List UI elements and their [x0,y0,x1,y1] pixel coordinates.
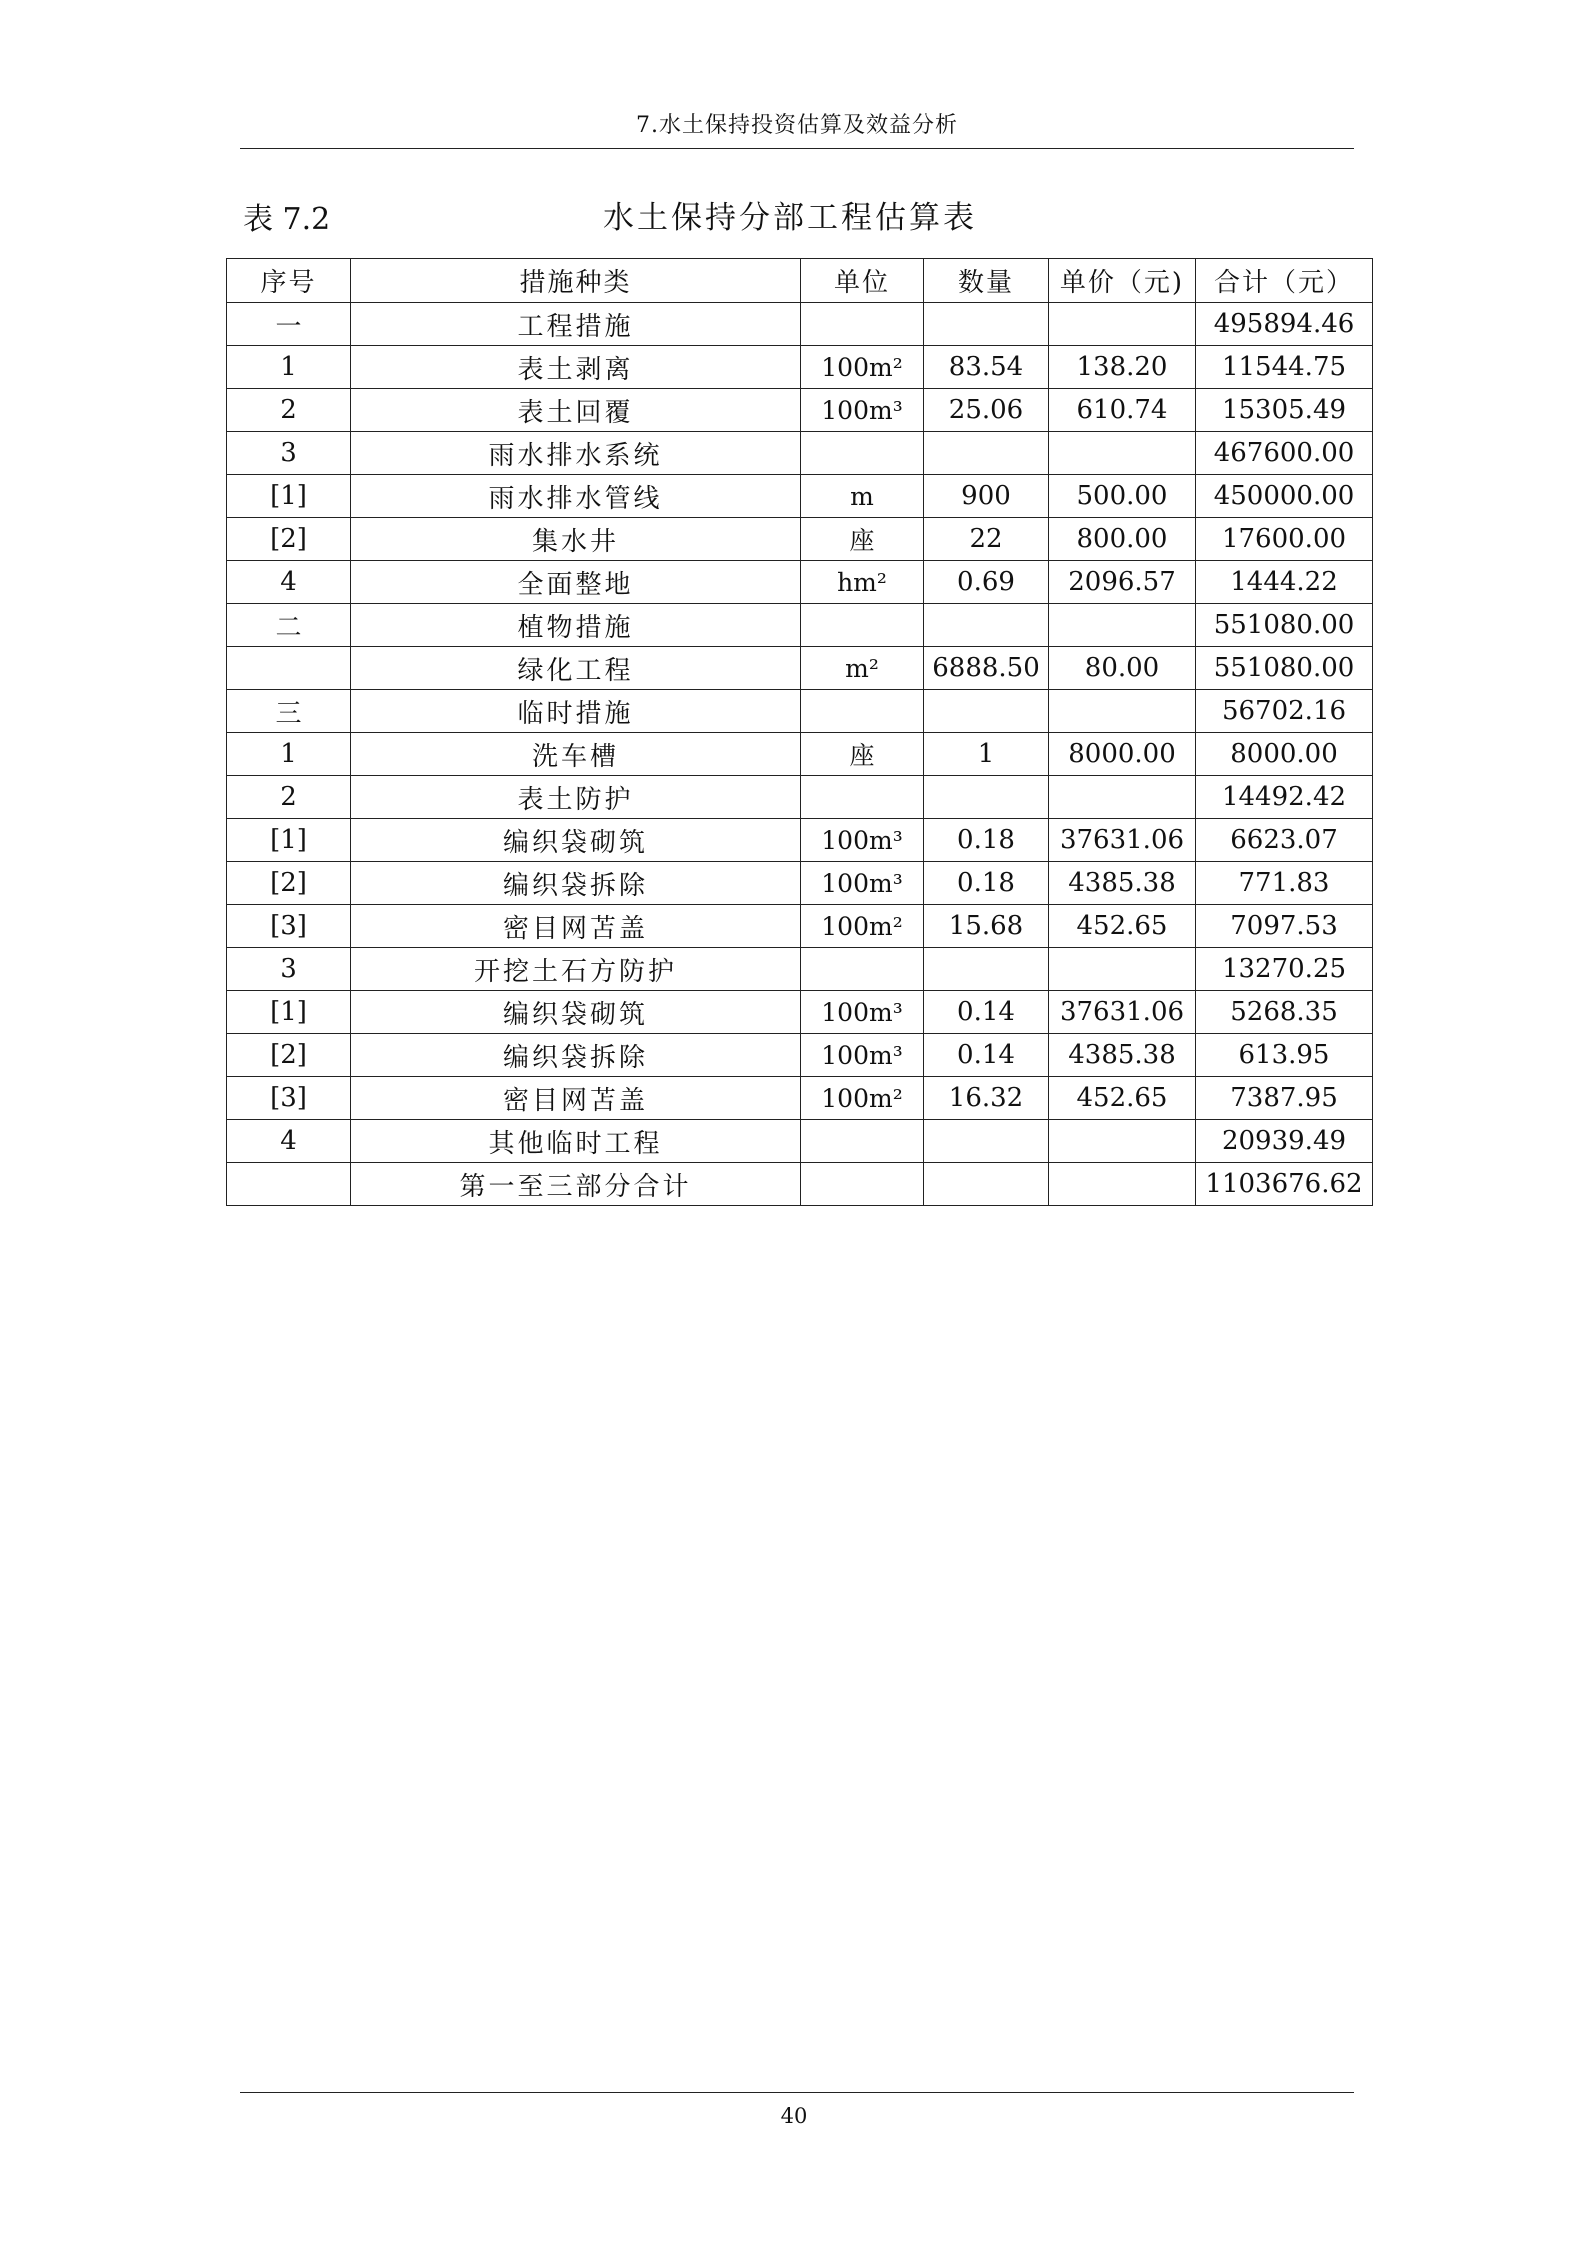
cell-seq [227,647,351,690]
cell-total: 7097.53 [1196,905,1373,948]
cell-unit: 100m² [801,905,924,948]
column-header-quantity: 数量 [924,259,1049,303]
cell-quantity: 1 [924,733,1049,776]
cell-measure: 表土剥离 [351,346,801,389]
cell-quantity: 0.18 [924,819,1049,862]
cell-unit: 100m² [801,346,924,389]
header-divider [240,148,1354,149]
cell-total: 14492.42 [1196,776,1373,819]
cell-unit-price: 37631.06 [1049,819,1196,862]
cell-unit [801,690,924,733]
cell-quantity: 900 [924,475,1049,518]
cell-total: 467600.00 [1196,432,1373,475]
table-row [227,1034,1373,1077]
cell-quantity [924,690,1049,733]
cell-unit-price [1049,948,1196,991]
cell-quantity: 25.06 [924,389,1049,432]
cell-unit: 100m³ [801,862,924,905]
page-number: 40 [780,2104,808,2128]
cell-measure: 临时措施 [351,690,801,733]
cell-seq: 二 [227,604,351,647]
table-row [227,346,1373,389]
cell-unit-price: 452.65 [1049,905,1196,948]
table-row [227,862,1373,905]
column-header-measure: 措施种类 [351,259,801,303]
cell-quantity [924,948,1049,991]
column-header-unit-price: 单价（元) [1049,259,1196,303]
cell-total: 1103676.62 [1196,1163,1373,1206]
table-label: 表 7.2 [243,202,331,237]
cell-seq: 三 [227,690,351,733]
table-header-row [227,259,1373,303]
cell-total: 56702.16 [1196,690,1373,733]
cell-measure: 编织袋砌筑 [351,991,801,1034]
table-title: 水土保持分部工程估算表 [603,200,977,236]
cell-quantity: 0.14 [924,991,1049,1034]
cell-quantity: 16.32 [924,1077,1049,1120]
cell-unit-price: 452.65 [1049,1077,1196,1120]
cell-quantity: 15.68 [924,905,1049,948]
table-row [227,905,1373,948]
cell-unit-price: 2096.57 [1049,561,1196,604]
table-row [227,1077,1373,1120]
cell-quantity: 0.14 [924,1034,1049,1077]
cell-seq: [1] [227,475,351,518]
cell-measure: 植物措施 [351,604,801,647]
cell-quantity: 22 [924,518,1049,561]
cell-seq: 4 [227,561,351,604]
cell-unit-price [1049,1120,1196,1163]
cell-unit: m [801,475,924,518]
cell-seq: 2 [227,389,351,432]
table-row [227,389,1373,432]
cell-quantity [924,604,1049,647]
table-row [227,776,1373,819]
cell-unit: 座 [801,733,924,776]
cell-measure: 集水井 [351,518,801,561]
cell-unit [801,303,924,346]
cell-unit-price: 610.74 [1049,389,1196,432]
cell-quantity [924,303,1049,346]
cell-total: 17600.00 [1196,518,1373,561]
column-header-seq: 序号 [227,259,351,303]
cell-measure: 表土回覆 [351,389,801,432]
cell-unit: 100m³ [801,1034,924,1077]
cell-unit: 座 [801,518,924,561]
table-row [227,991,1373,1034]
cell-unit: hm² [801,561,924,604]
cell-quantity: 0.69 [924,561,1049,604]
cell-quantity: 6888.50 [924,647,1049,690]
cell-unit: 100m³ [801,389,924,432]
cell-seq: [1] [227,819,351,862]
cell-measure: 密目网苫盖 [351,1077,801,1120]
cell-measure: 绿化工程 [351,647,801,690]
cell-unit [801,1163,924,1206]
cell-total: 771.83 [1196,862,1373,905]
cell-unit-price [1049,776,1196,819]
cell-quantity [924,1120,1049,1163]
table-row [227,647,1373,690]
cell-quantity: 0.18 [924,862,1049,905]
cell-total: 13270.25 [1196,948,1373,991]
cell-unit-price: 500.00 [1049,475,1196,518]
table-row [227,561,1373,604]
cell-seq: 3 [227,948,351,991]
table-row [227,604,1373,647]
cell-unit [801,432,924,475]
cell-seq: 1 [227,346,351,389]
cell-quantity [924,776,1049,819]
cell-total: 7387.95 [1196,1077,1373,1120]
cell-seq: [2] [227,862,351,905]
cell-unit-price: 800.00 [1049,518,1196,561]
cell-unit: 100m² [801,1077,924,1120]
cell-seq: 4 [227,1120,351,1163]
cell-total: 6623.07 [1196,819,1373,862]
table-row [227,1163,1373,1206]
cell-measure: 编织袋砌筑 [351,819,801,862]
cell-unit: 100m³ [801,991,924,1034]
table-row [227,819,1373,862]
cell-unit-price [1049,432,1196,475]
cell-unit-price: 8000.00 [1049,733,1196,776]
column-header-unit: 单位 [801,259,924,303]
cell-seq: [3] [227,905,351,948]
cell-measure: 表土防护 [351,776,801,819]
cell-seq: 3 [227,432,351,475]
cell-unit: 100m³ [801,819,924,862]
cell-seq [227,1163,351,1206]
table-row [227,690,1373,733]
cell-total: 8000.00 [1196,733,1373,776]
cell-seq: [3] [227,1077,351,1120]
cell-unit-price: 4385.38 [1049,862,1196,905]
cell-unit-price [1049,604,1196,647]
cell-unit [801,948,924,991]
cell-unit [801,1120,924,1163]
cell-quantity [924,432,1049,475]
cell-seq: 2 [227,776,351,819]
cell-unit: m² [801,647,924,690]
cell-measure: 全面整地 [351,561,801,604]
cell-measure: 洗车槽 [351,733,801,776]
table-row [227,475,1373,518]
cell-unit-price [1049,303,1196,346]
cell-total: 11544.75 [1196,346,1373,389]
table-body [227,303,1373,1206]
cell-unit [801,776,924,819]
cell-measure: 雨水排水系统 [351,432,801,475]
cell-measure: 工程措施 [351,303,801,346]
cell-measure: 开挖土石方防护 [351,948,801,991]
column-header-total: 合计（元） [1196,259,1373,303]
cell-total: 450000.00 [1196,475,1373,518]
cell-total: 551080.00 [1196,604,1373,647]
cell-seq: [1] [227,991,351,1034]
cell-measure: 密目网苫盖 [351,905,801,948]
cell-seq: 1 [227,733,351,776]
cell-measure: 编织袋拆除 [351,862,801,905]
table-row [227,948,1373,991]
table-row [227,432,1373,475]
cell-total: 1444.22 [1196,561,1373,604]
cell-measure: 第一至三部分合计 [351,1163,801,1206]
cell-unit [801,604,924,647]
footer-divider [240,2092,1354,2093]
cell-unit-price [1049,690,1196,733]
cell-quantity: 83.54 [924,346,1049,389]
cell-unit-price [1049,1163,1196,1206]
cell-seq: 一 [227,303,351,346]
table-row [227,733,1373,776]
table-row [227,303,1373,346]
cell-measure: 编织袋拆除 [351,1034,801,1077]
cell-quantity [924,1163,1049,1206]
cell-total: 15305.49 [1196,389,1373,432]
cell-unit-price: 80.00 [1049,647,1196,690]
cell-total: 20939.49 [1196,1120,1373,1163]
cell-measure: 其他临时工程 [351,1120,801,1163]
page-header-title: 7.水土保持投资估算及效益分析 [636,113,958,138]
cell-unit-price: 4385.38 [1049,1034,1196,1077]
cell-total: 495894.46 [1196,303,1373,346]
cell-total: 613.95 [1196,1034,1373,1077]
cell-total: 551080.00 [1196,647,1373,690]
cell-seq: [2] [227,1034,351,1077]
table-row [227,518,1373,561]
estimate-table [226,258,1373,1206]
cell-unit-price: 138.20 [1049,346,1196,389]
table-row [227,1120,1373,1163]
cell-measure: 雨水排水管线 [351,475,801,518]
cell-seq: [2] [227,518,351,561]
cell-unit-price: 37631.06 [1049,991,1196,1034]
cell-total: 5268.35 [1196,991,1373,1034]
